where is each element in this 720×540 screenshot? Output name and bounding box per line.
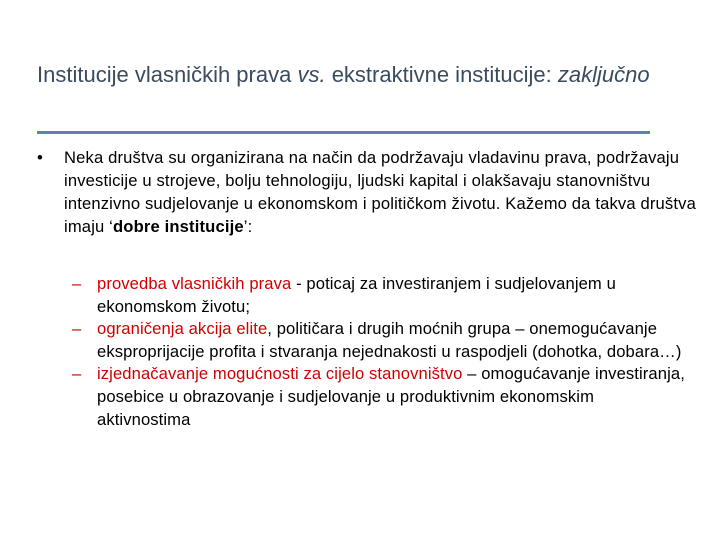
title-part-4: zaključno [557,62,650,87]
sub-item-highlight: ograničenja akcija elite [97,319,268,339]
bullet-dot: • [37,148,43,167]
sub-bullet-item [72,273,692,318]
sub-item-highlight: izjednačavanje mogućnosti za cijelo stanovništvo [97,364,463,384]
main-bullet-text [64,146,697,238]
main-bullet-body: Neka društva su organizirana na način da podržavaju vladavinu prava, podržavaju investicije u strojeve, bolju tehnologiju, ljudski kapital i olakšavaju stanovništvu intenzivno sudjelovanje u ekonomskom i političkom životu. Kažemo da takva društva imaju ‘ [64,148,696,236]
main-bullet [37,146,697,238]
main-bullet-bold: dobre institucije [113,217,244,236]
main-bullet-end: ’: [243,217,253,236]
title-part-3: ekstraktivne institucije: [325,62,558,87]
dash-marker: – [72,274,82,293]
dash-marker: – [72,364,82,384]
sub-bullet-item [72,363,692,431]
sub-item-highlight: provedba vlasničkih prava [97,274,292,293]
sub-bullet-list [72,273,692,431]
title-underline-rule [37,131,650,134]
sub-item-text: - poticaj za investiranjem i sudjelovanjem u ekonomskom životu; [97,274,616,316]
dash-marker: – [72,319,82,339]
sub-bullet-item [72,318,692,363]
title-part-2: vs. [297,62,326,87]
title-part-1: Institucije vlasničkih prava [37,62,298,87]
sub-item-text: , političara i drugih moćnih grupa – onemogućavanje eksproprijacije profita i stvaranja nejednakosti u raspodjeli (dohotka, dobara…) [97,319,682,361]
slide-title [37,60,677,89]
sub-item-text: – omogućavanje investiranja, posebice u obrazovanje i sudjelovanje u produktivnim ekonomskim aktivnostima [97,364,685,429]
